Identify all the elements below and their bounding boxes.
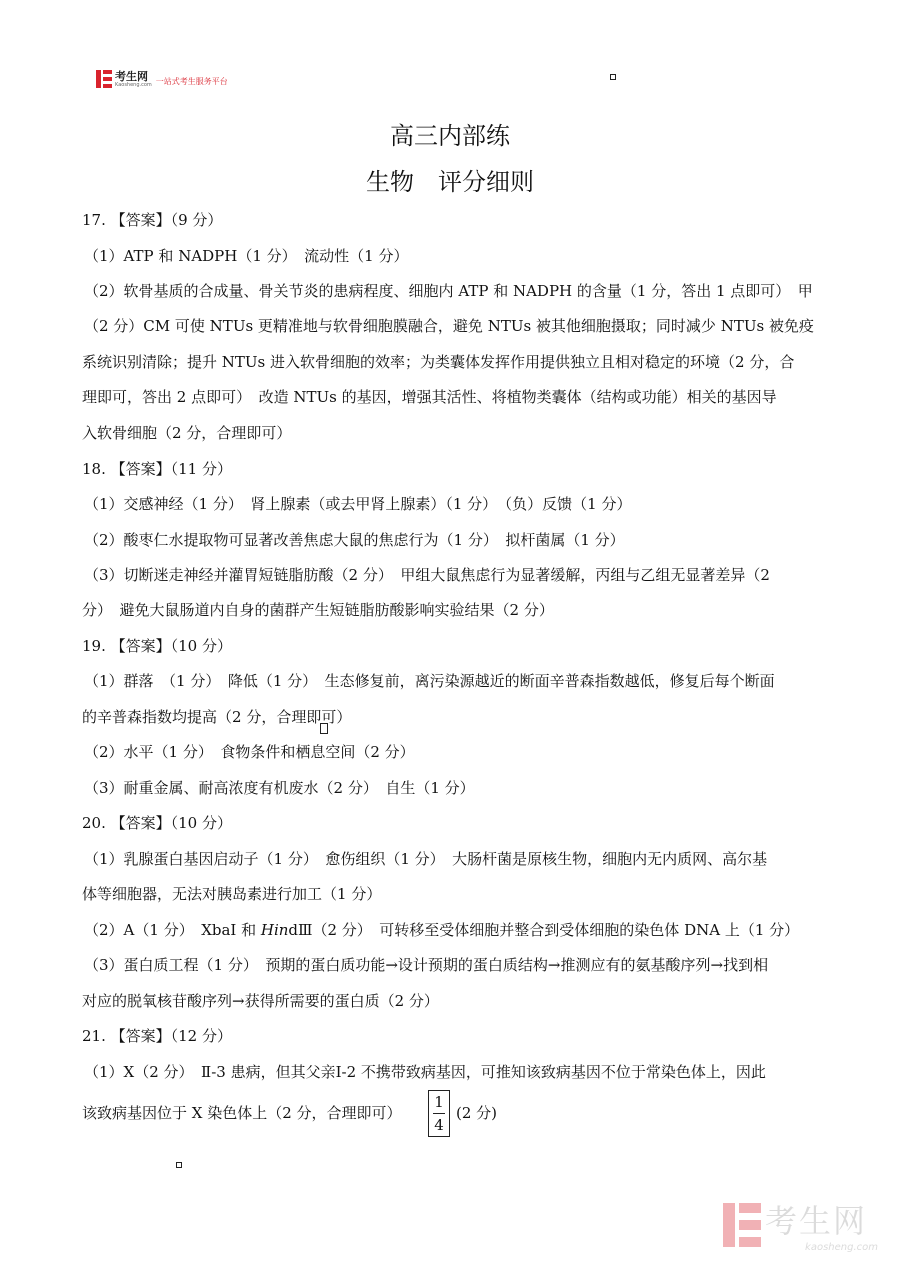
q20-answer-2-part-b: dⅢ（2 分） 可转移至受体细胞并整合到受体细胞的染色体 DNA 上（1 分） — [288, 921, 800, 939]
q19-answer-1-line2: 的辛普森指数均提高（2 分，合理即可） — [82, 708, 352, 726]
rubric-label: 评分细则 — [438, 168, 534, 196]
q20-answer-1-line1: （1）乳腺蛋白基因启动子（1 分） 愈伤组织（1 分） 大肠杆菌是原核生物，细胞内无内质网、高尔基 — [84, 850, 768, 868]
q17-answer-2-line2: （2 分）CM 可使 NTUs 更精准地与软骨细胞膜融合，避免 NTUs 被其他细胞摄取；同时减少 NTUs 被免疫 — [84, 317, 814, 335]
q17-answer-1: （1）ATP 和 NADPH（1 分） 流动性（1 分） — [84, 247, 409, 265]
q17-answer-2-line4: 理即可，答出 2 点即可） 改造 NTUs 的基因，增强其活性、将植物类囊体（结构或功能）相关的基因导 — [82, 388, 777, 406]
q20-heading: 20. 【答案】（10 分） — [82, 814, 232, 832]
document-subtitle — [0, 162, 900, 197]
q20-answer-2 — [84, 920, 799, 940]
watermark-name: 考生网 — [765, 1202, 868, 1240]
q21-fraction-score: (2 分) — [456, 1104, 498, 1122]
q19-answer-3: （3）耐重金属、耐高浓度有机废水（2 分） 自生（1 分） — [84, 779, 475, 797]
q19-answer-1-line1: （1）群落 （1 分） 降低（1 分） 生态修复前，离污染源越近的断面辛普森指数越低，修复后每个断面 — [84, 672, 775, 690]
q18-answer-2: （2）酸枣仁水提取物可显著改善焦虑大鼠的焦虑行为（1 分） 拟杆菌属（1 分） — [84, 531, 625, 549]
q19-heading: 19. 【答案】（10 分） — [82, 637, 232, 655]
q20-answer-2-italic: Hin — [260, 921, 289, 939]
q17-answer-2-line1: （2）软骨基质的合成量、骨关节炎的患病程度、细胞内 ATP 和 NADPH 的含量（1 分，答出 1 点即可） 甲 — [84, 282, 813, 300]
q20-answer-3-line2: 对应的脱氧核苷酸序列→获得所需要的蛋白质（2 分） — [82, 992, 439, 1010]
q17-heading: 17. 【答案】（9 分） — [82, 211, 223, 229]
logo-name: 考生网 — [115, 69, 148, 83]
q19-answer-2: （2）水平（1 分） 食物条件和栖息空间（2 分） — [84, 743, 415, 761]
q20-answer-1-line2: 体等细胞器，无法对胰岛素进行加工（1 分） — [82, 885, 382, 903]
q17-answer-2-line5: 入软骨细胞（2 分，合理即可） — [82, 424, 292, 442]
q21-answer-1-line2: 该致病基因位于 X 染色体上（2 分，合理即可） — [82, 1104, 402, 1122]
q21-answer-1-line1: （1）X（2 分） Ⅱ-3 患病，但其父亲Ⅰ-2 不携带致病基因，可推知该致病基因不位于常染色体上，因此 — [84, 1063, 766, 1081]
document-title: 高三内部练 — [390, 122, 510, 150]
watermark — [723, 1196, 878, 1253]
q18-answer-3-line2: 分） 避免大鼠肠道内自身的菌群产生短链脂肪酸影响实验结果（2 分） — [82, 601, 554, 619]
subject-label: 生物 — [366, 168, 414, 196]
fraction-numerator: 1 — [434, 1093, 444, 1111]
kaosheng-logo-icon — [96, 70, 112, 88]
q20-answer-2-part-a: （2）A（1 分） XbaⅠ 和 — [84, 921, 261, 939]
marker-square-icon — [176, 1162, 182, 1168]
fraction-denominator: 4 — [434, 1116, 444, 1134]
marker-square-icon — [610, 74, 616, 80]
q18-answer-3-line1: （3）切断迷走神经并灌胃短链脂肪酸（2 分） 甲组大鼠焦虑行为显著缓解，丙组与乙组无显著差异（2 — [84, 566, 770, 584]
cursor-box-icon — [320, 723, 328, 734]
fraction-answer-box — [428, 1090, 450, 1137]
header-logo — [96, 70, 228, 88]
watermark-domain: kaosheng.com — [805, 1242, 878, 1253]
q20-answer-3-line1: （3）蛋白质工程（1 分） 预期的蛋白质功能→设计预期的蛋白质结构→推测应有的氨基酸序列→找到相 — [84, 956, 769, 974]
logo-slogan: 一站式考生服务平台 — [155, 76, 228, 86]
q17-answer-2-line3: 系统识别清除；提升 NTUs 进入软骨细胞的效率；为类囊体发挥作用提供独立且相对稳定的环境（2 分，合 — [82, 353, 795, 371]
q18-heading: 18. 【答案】（11 分） — [82, 460, 232, 478]
watermark-logo-icon — [723, 1203, 761, 1247]
q21-heading: 21. 【答案】（12 分） — [82, 1027, 232, 1045]
q18-answer-1: （1）交感神经（1 分） 肾上腺素（或去甲肾上腺素）（1 分） （负）反馈（1 分） — [84, 495, 632, 513]
logo-domain: Kaosheng.com — [115, 81, 152, 88]
